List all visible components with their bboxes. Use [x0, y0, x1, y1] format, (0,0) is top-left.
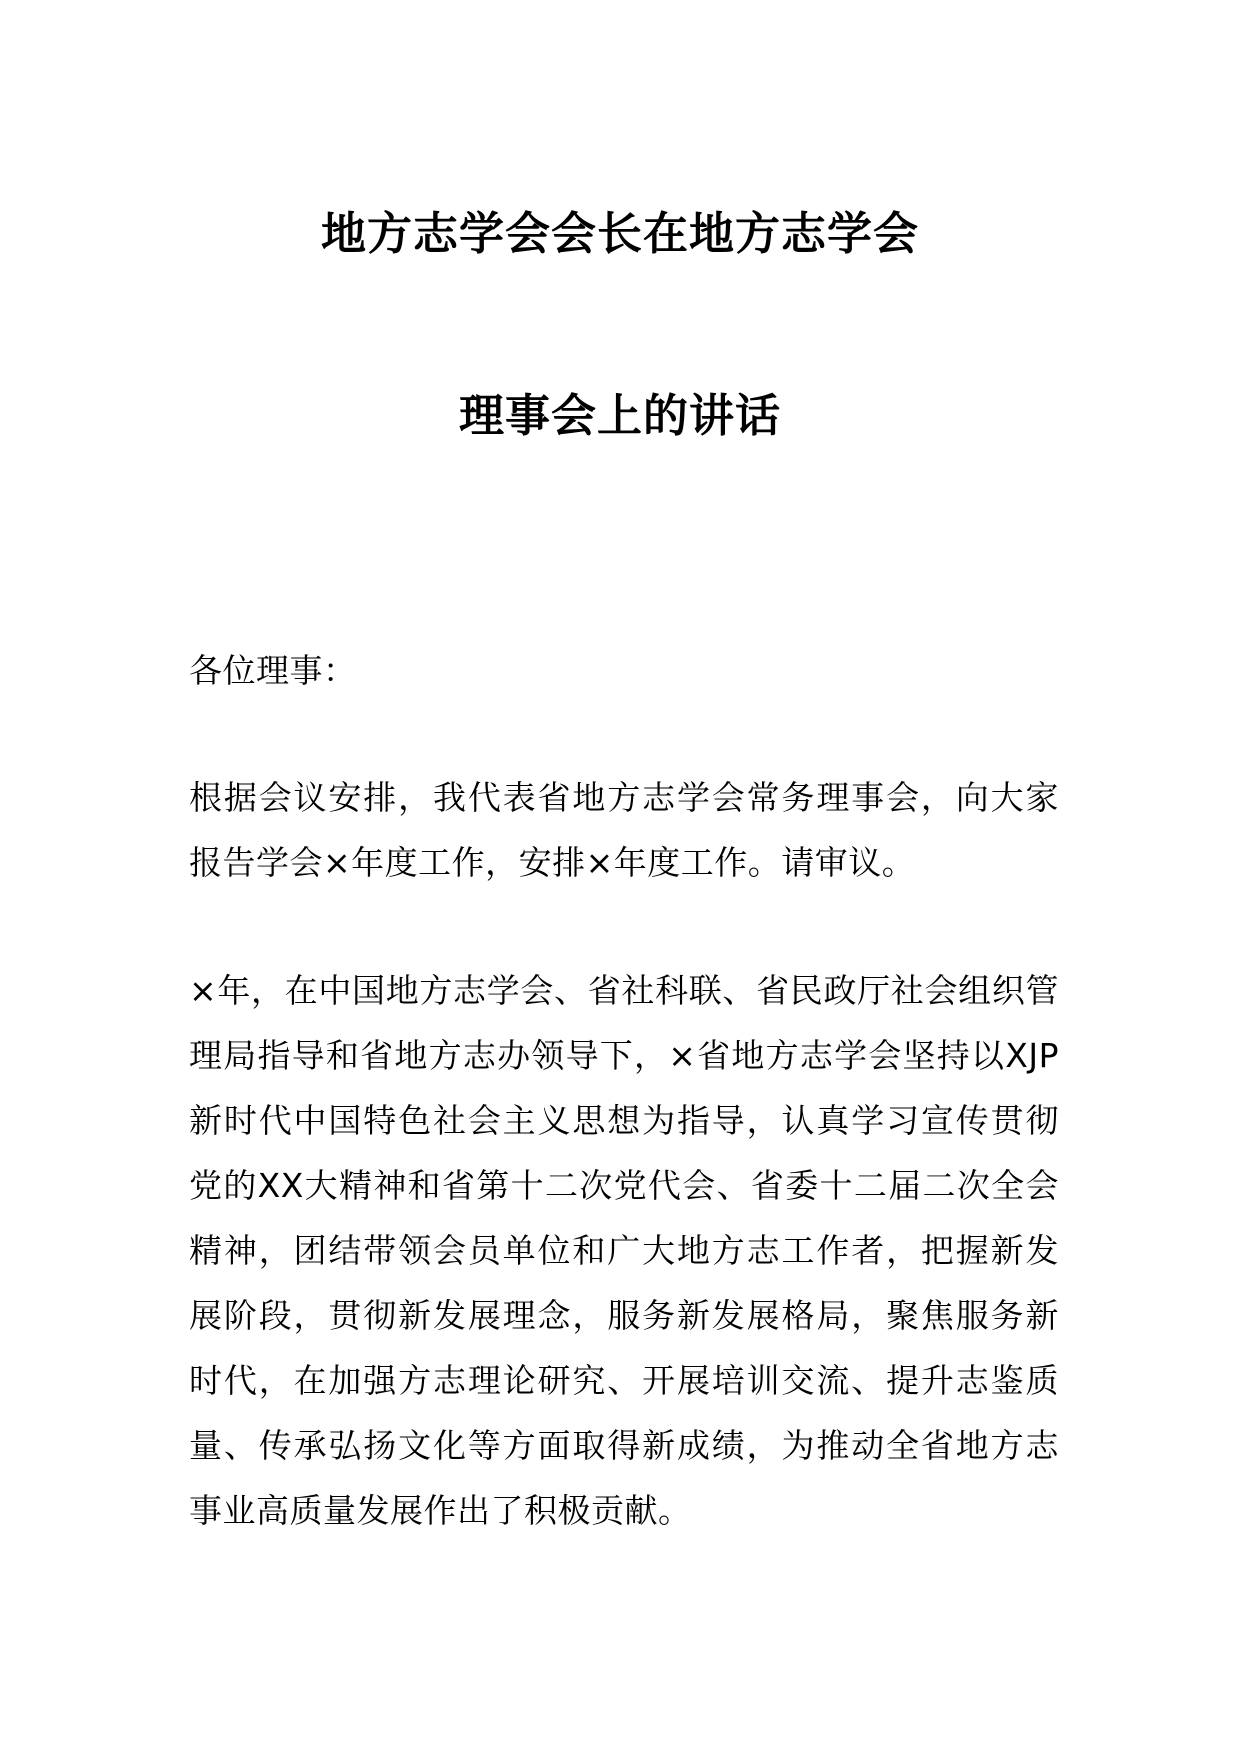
salutation: 各位理事：	[189, 651, 357, 690]
document-title-line-2: 理事会上的讲话	[458, 389, 781, 442]
body-paragraph-1: 根据会议安排，我代表省地方志学会常务理事会，向大家报告学会×年度工作，安排×年度工作。请审议。	[189, 778, 1059, 882]
document-title-line-1: 地方志学会会长在地方志学会	[320, 207, 919, 260]
body-paragraph-2: ×年，在中国地方志学会、省社科联、省民政厅社会组织管理局指导和省地方志办领导下，×省地方志学会坚持以XJP新时代中国特色社会主义思想为指导，认真学习宣传贯彻党的XX大精神和省第十二次党代会、省委十二届二次全会精神，团结带领会员单位和广大地方志工作者，把握新发展阶段，贯彻新发展理念，服务新发展格局，聚焦服务新时代，在加强方志理论研究、开展培训交流、提升志鉴质量、传承弘扬文化等方面取得新成绩，为推动全省地方志事业高质量发展作出了积极贡献。	[189, 971, 1059, 1530]
